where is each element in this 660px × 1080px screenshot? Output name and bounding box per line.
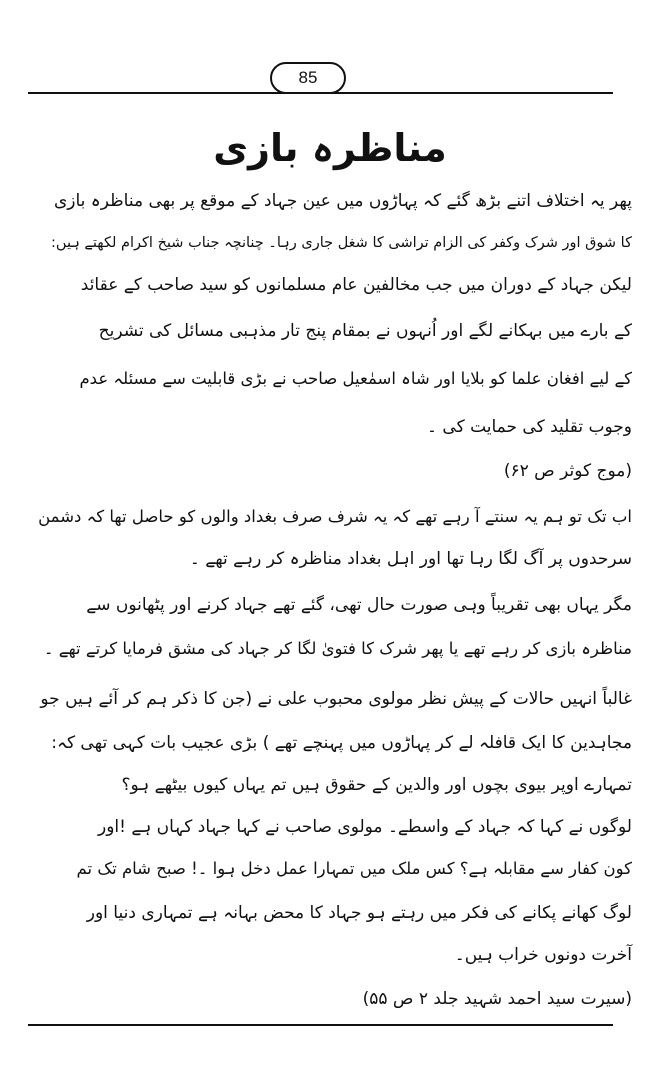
- footer-rule: [28, 1024, 613, 1026]
- quote-line: لیکن جہاد کے دوران میں جب مخالفین عام مسلمانوں کو سید صاحب کے عقائد: [80, 275, 632, 295]
- citation: (سیرت سید احمد شہید جلد ۲ ص ۵۵): [362, 989, 632, 1009]
- quote-line: کے بارے میں بہکانے لگے اور اُنہوں نے بمقام پنج تار مذہبی مسائل کی تشریح: [98, 321, 632, 341]
- paragraph-line: مجاہدین کا ایک قافلہ لے کر پہاڑوں میں پہنچے تھے ) بڑی عجیب بات کہی تھی کہ:: [51, 733, 632, 753]
- quote-line: لوگ کھانے پکانے کی فکر میں رہتے ہو جہاد کا محض بہانہ ہے تمہاری دنیا اور: [86, 903, 632, 923]
- paragraph-line: مگر یہاں بھی تقریباً وہی صورت حال تھی، گئے تھے جہاد کرنے اور پٹھانوں سے: [86, 595, 632, 615]
- quote-line: لوگوں نے کہا کہ جہاد کے واسطے۔ مولوی صاحب نے کہا جہاد کہاں ہے !اور: [98, 817, 632, 837]
- page-number: 85: [270, 62, 346, 94]
- quote-line: آخرت دونوں خراب ہیں۔: [454, 945, 632, 965]
- paragraph-line: اب تک تو ہم یہ سنتے آ رہے تھے کہ یہ شرف صرف بغداد والوں کو حاصل تھا کہ دشمن: [38, 507, 632, 526]
- quote-line: وجوب تقلید کی حمایت کی ۔: [427, 417, 632, 437]
- quote-line: تمہارے اوپر بیوی بچوں اور والدین کے حقوق ہیں تم یہاں کیوں بیٹھے ہو؟: [121, 775, 632, 795]
- paragraph-line: پھر یہ اختلاف اتنے بڑھ گئے کہ پہاڑوں میں عین جہاد کے موقع پر بھی مناظرہ بازی: [53, 191, 632, 211]
- paragraph-line: کا شوق اور شرک وکفر کی الزام تراشی کا شغل جاری رہا۔ چنانچہ جناب شیخ اکرام لکھتے ہیں:: [51, 235, 632, 251]
- quote-line: کے لیے افغان علما کو بلایا اور شاہ اسمٰعیل صاحب نے بڑی قابلیت سے مسئلہ عدم: [79, 369, 632, 388]
- citation: (موج کوثر ص ۶۲): [503, 461, 632, 481]
- chapter-heading: مناظرہ بازی: [213, 126, 447, 170]
- paragraph-line: سرحدوں پر آگ لگا رہا تھا اور اہل بغداد مناظرہ کر رہے تھے ۔: [189, 549, 632, 569]
- paragraph-line: غالباً انہیں حالات کے پیش نظر مولوی محبوب علی نے (جن کا ذکر ہم کر آئے ہیں جو: [40, 689, 632, 709]
- paragraph-line: مناظرہ بازی کر رہے تھے یا پھر شرک کا فتویٰ لگا کر جہاد کی مشق فرمایا کرتے تھے ۔: [43, 639, 632, 658]
- quote-line: کون کفار سے مقابلہ ہے؟ کس ملک میں تمہارا عمل دخل ہوا ۔! صبح شام تک تم: [76, 859, 632, 878]
